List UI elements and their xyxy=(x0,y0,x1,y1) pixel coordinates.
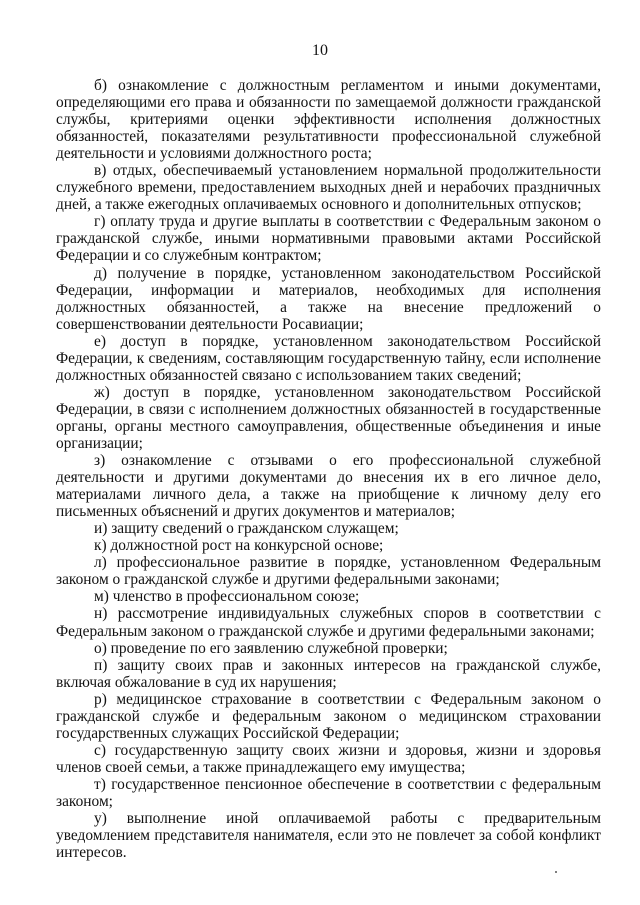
paragraph-u: у) выполнение иной оплачиваемой работы с предварительным уведомлением представителя нанимателя, если это не повлечет за собой конфликт интересов. xyxy=(56,810,601,862)
page-number: 10 xyxy=(312,42,328,59)
paragraph-l: л) профессиональное развитие в порядке, установленном Федеральным законом о гражданской службе и другими федеральными законами; xyxy=(56,554,601,589)
paragraph-d: д) получение в порядке, установленном законодательством Российской Федерации, информации и материалов, необходимых для исполнения должностных обязанностей, а также на внесение предложений о совершенствовании деятельности Росавиации; xyxy=(56,264,601,333)
paragraph-p: п) защиту своих прав и законных интересов на гражданской службе, включая обжалование в суд их нарушения; xyxy=(56,656,601,691)
paragraph-n: н) рассмотрение индивидуальных служебных споров в соответствии с Федеральным законом о гражданской службе и другими федеральными законами; xyxy=(56,605,601,640)
paragraph-o: о) проведение по его заявлению служебной проверки; xyxy=(94,639,448,657)
paragraph-g: г) оплату труда и другие выплаты в соответствии с Федеральным законом о гражданской службе, иными нормативными правовыми актами Российской Федерации и со служебным контрактом; xyxy=(56,213,601,265)
paragraph-r: р) медицинское страхование в соответствии с Федеральным законом о гражданской службе и федеральным законом о медицинском страховании государственных служащих Российской Федерации; xyxy=(56,690,601,742)
scan-speck xyxy=(555,871,557,873)
paragraph-b: б) ознакомление с должностным регламентом и иными документами, определяющими его права и обязанности по замещаемой должности гражданской службы, критериями оценки эффективности исполнения должностных обязанностей, показателями результативности профессиональной служебной деятельности и условиями должностного роста; xyxy=(56,77,601,163)
paragraph-k: к) должностной рост на конкурсной основе; xyxy=(94,537,384,555)
paragraph-zh: ж) доступ в порядке, установленном законодательством Российской Федерации, в связи с исполнением должностных обязанностей в государственные органы, органы местного самоуправления, общественные объединения и иные организации; xyxy=(56,383,601,452)
paragraph-s: с) государственную защиту своих жизни и здоровья, жизни и здоровья членов своей семьи, а также принадлежащего ему имущества; xyxy=(56,741,601,776)
paragraph-i: и) защиту сведений о гражданском служащем; xyxy=(94,520,399,538)
paragraph-v: в) отдых, обеспечиваемый установлением нормальной продолжительности служебного времени, предоставлением выходных дней и нерабочих праздничных дней, а также ежегодных оплачиваемых основного и дополнительных отпусков; xyxy=(56,162,601,214)
paragraph-z: з) ознакомление с отзывами о его профессиональной служебной деятельности и другими документами до внесения их в его личное дело, материалами личного дела, а также на приобщение к личному делу его письменных объяснений и других документов и материалов; xyxy=(56,452,601,521)
paragraph-e: е) доступ в порядке, установленном законодательством Российской Федерации, к сведениям, составляющим государственную тайну, если исполнение должностных обязанностей связано с использованием таких сведений; xyxy=(56,332,601,384)
paragraph-t: т) государственное пенсионное обеспечение в соответствии с федеральным законом; xyxy=(56,775,601,810)
paragraph-m: м) членство в профессиональном союзе; xyxy=(94,588,360,606)
document-body xyxy=(56,77,601,861)
